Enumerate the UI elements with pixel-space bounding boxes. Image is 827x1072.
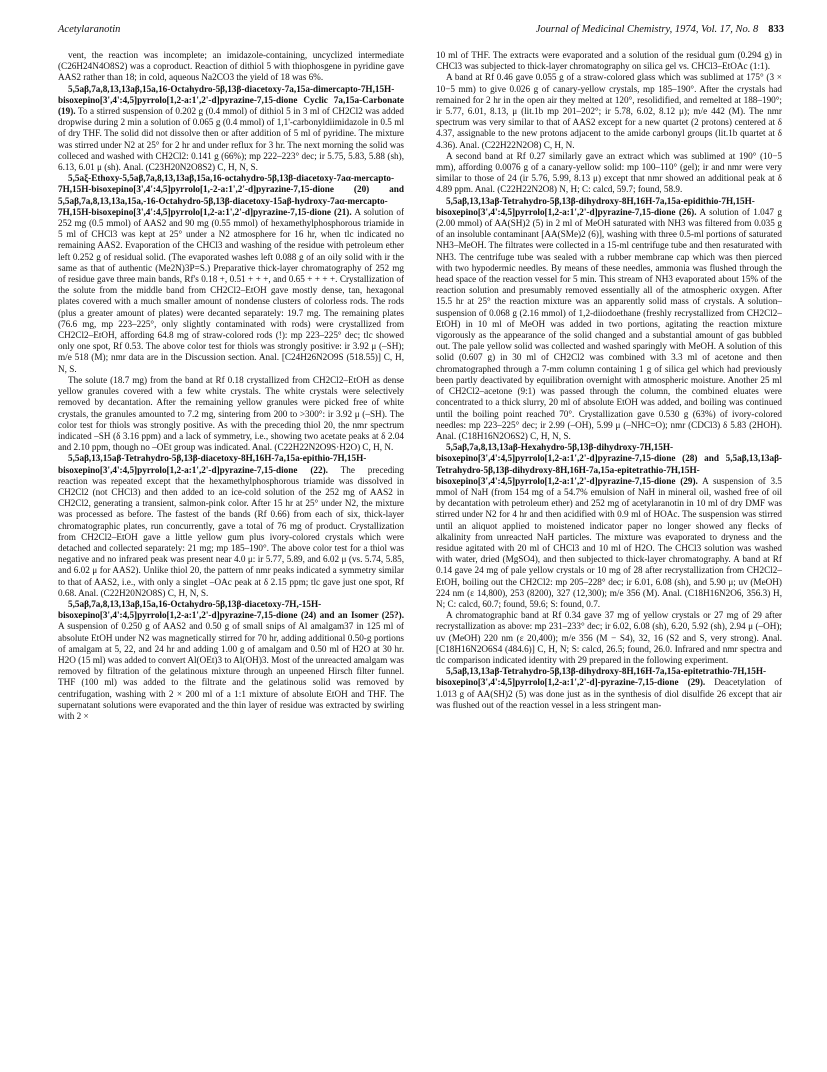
paragraph: [58, 599, 404, 722]
paragraph-text: A suspension of 0.250 g of AAS2 and 0.50 g of small snips of Al amalgam37 in 125 ml of absolute EtOH under N2 was magnetically stirred for 70 hr, adding additional 0.50-g portions of amalgam at 5, 22, and 24 hr and adding 1.00 g of amalgam and 0.50 ml of H2O at 30 hr. H2O (15 ml) was added to convert Al(OEt)3 to Al(OH)3. Most of the unreacted amalgam was removed by filtration of the gelatinous mixture through an unpeened Hirsch filter funnel. THF (100 ml) was added to the filtrate and the gelatinous solid was removed by centrifugation, washing with 2 × 200 ml of a 1:1 mixture of absolute EtOH and THF. The supernatant solutions were evaporated and the thin layer of residue was extracted by swirling with 2 ×: [58, 621, 404, 721]
journal-citation: [536, 24, 784, 35]
paragraph-text: The solute (18.7 mg) from the band at Rf 0.18 crystallized from CH2Cl2–EtOH as dense yellow granules covered with a few white crystals. The white crystals were selectively removed by decantation. After the remaining yellow granules were picked free of white crystals, the granules amounted to 7.2 mg, sintering from 200 to >300°: ir 3.92 μ (–SH). The color test for thiols was strongly positive. As with the preceding thiol 20, the nmr spectrum indicated –SH (δ 3.16 ppm) and a lack of symmetry, i.e., showing two acetate peaks at δ 2.04 and 2.10 ppm, though no –OEt group was indicated. Anal. (C22H22N2O9S·H2O) C, H, N.: [58, 374, 404, 453]
compound-heading: 5,5aξ-Ethoxy-5,5aβ,7a,8,13,13aβ,15a,16-octahydro-5β,13β-diacetoxy-7aα-mercapto-7H,15H-bisoxepino[3',4':4,5]pyrrolo[1,-2-a:1',2'-d]pyrazine-7,15-dione (20) and 5,5aβ,7a,8,13,13a,15a,-16-Octahydro-5β,13β-diacetoxy-15aβ-hydroxy-7aα-mercapto-7H,15H-bisoxepino[3',4':4,5]pyrrolo[1,2-a:1',2'-d]pyrazine-7,15-dione (21).: [58, 173, 404, 217]
paragraph-text: A second band at Rf 0.27 similarly gave an extract which was sublimed at 190° (10−5 mm), affording 0.0076 g of a canary-yellow solid: mp 100–110° (gel); ir and nmr were very similar to those of 24 (ir 5.76, 5.99, 8.13 μ) except that nmr showed an additional peak at δ 4.89 ppm. Anal. (C22H22N2O8) N, H; C: calcd, 59.7; found, 58.9.: [436, 150, 782, 195]
compound-heading: 5,5aβ,7a,8,13,13aβ,15a,16-Octahydro-5β,13β-diacetoxy-7H,-15H-bisoxepino[3',4':4,5]pyrrolo[1,2-a:1',2'-d]pyrazine-7,15-dione (24) and an Isomer (25?).: [58, 598, 404, 621]
paragraph: [436, 72, 782, 150]
paragraph: [436, 610, 782, 666]
paragraph-text: A suspension of 3.5 mmol of NaH (from 154 mg of a 54.7% emulsion of NaH in mineral oil, washed free of oil by decantation with petroleum ether) and 252 mg of acetylaranotin in 10 ml of dry DMF was stirred under N2 for 4 hr and then acidified with 0.9 ml of HOAc. The suspension was stirred until an aliquot applied to moistened indicator paper no longer showed any flecks of alkalinity from unreacted NaH particles. The mixture was evaporated to dryness and the residue agitated with 20 ml of CHCl3 and 10 ml of H2O. The CHCl3 solution was washed with water, dried (MgSO4), and then subjected to thick-layer chromatography. A band at Rf 0.14 gave 24 mg of pale yellow crystals or 10 mg of 28 after recrystallization from CH2Cl2–EtOH, boiling out the CH2Cl2: mp 205–228° dec; ir 6.01, 6.08 (sh), and 5.90 μ; uv (MeOH) 224 nm (ε 14,800), 253 (8200), 327 (12,300); m/e 356 (M). Anal. (C18H16N2O6, 356.3) H, N; C: calcd, 60.7; found, 59.6; S: found, 0.7.: [436, 475, 782, 609]
paragraph-text: 10 ml of THF. The extracts were evaporated and a solution of the residual gum (0.294 g) in CHCl3 was subjected to thick-layer chromatography on silica gel vs. CHCl3–EtOAc (1:1).: [436, 50, 782, 72]
compound-heading: 5,5aβ,13,13aβ-Tetrahydro-5β,13β-dihydroxy-8H,16H-7a,15a-epitetrathio-7H,15H-bisoxepino[3',4':4,5]pyrrolo[1,2-a:1',2'-d]-pyrazine-7,15-dione (29).: [436, 666, 767, 688]
compound-heading: 5,5aβ,13,15aβ-Tetrahydro-5β,13β-diacetoxy-8H,16H-7a,15a-epithio-7H,15H-bisoxepino[3',4':4,5]pyrrolo[1,2-a:1',2'-d]pyrazine-7,15-dione (22).: [58, 453, 367, 475]
page-number: 833: [768, 24, 784, 35]
compound-heading: 5,5aβ,7a,8,13,13aβ-Hexahydro-5β,13β-dihydroxy-7H,15H-bisoxepino[3',4':4,5]pyrrolo[1,2-a:1',2'-d]pyrazine-7,15-dione (28) and 5,5aβ,13,13aβ-Tetrahydro-5β,13β-dihydroxy-8H,16H-7a,15a-epitetrathio-7H,15H-bisoxepino[3',4':4,5]pyrrolo[1,2-a:1',2'-d]pyrazine-7,15-dione (29).: [436, 442, 782, 486]
paragraph-text: A solution of 1.047 g (2.00 mmol) of AA(SH)2 (5) in 2 ml of MeOH saturated with NH3 was filtered from 0.035 g of an insoluble contaminant [AA(SMe)2 (6)], washing with three 0.5-ml portions of saturated NH3–MeOH. The filtrates were collected in a 15-ml centrifuge tube and then resaturated with NH3. The centrifuge tube was sealed with a rubber membrane cap which was then pierced with two hypodermic needles. By means of these needles, ammonia was flushed through the head space of the reaction vessel for 5 min. This stream of NH3 evaporated about 15% of the reaction solution and presumably removed essentially all of the atmospheric oxygen. After 15.5 hr at 25° the reaction mixture was an apparently solid mass of crystals. A solution–suspension of 0.068 g (2.16 mmol) of 1,2-diiodoethane (freshly recrystallized from CH2Cl2–EtOH) in 10 ml of MeOH was added in two portions, agitating the reaction mixture vigorously as the appearance of the solid changed and a substantial amount of gas bubbled out. The pale yellow solid was collected and washed sparingly with MeOH. A solution of this solid (0.607 g) in 30 ml of CH2Cl2 was combined with 3.3 ml of acetone and then chromatographed through a 7-mm column containing 1 g of silica gel which had previously been partly deactivated by equilibration overnight with atmospheric moisture. Another 25 ml of CH2Cl2–acetone (9:1) was passed through the column, the combined eluates were concentrated to a thick slurry, 20 ml of absolute EtOH was added, and boiling was continued until the boiling point reached 70°. Crystallization gave 0.530 g (63%) of ivory-colored needles: mp 223–225° dec; ir 2.99 (–OH), 5.99 μ (–NHC=O); nmr (CDCl3) δ 5.83 (2HOH). Anal. (C18H16N2O6S2) C, H, N, S.: [436, 206, 782, 441]
paragraph: [58, 453, 404, 599]
paragraph: [58, 84, 404, 174]
right-column: [436, 50, 782, 1060]
paragraph: [436, 151, 782, 196]
paragraph: [436, 666, 782, 711]
running-title: Acetylaranotin: [58, 24, 121, 35]
running-header: [58, 24, 784, 40]
compound-heading: 5,5aβ,7a,8,13,13aβ,15a,16-Octahydro-5β,13β-diacetoxy-7a,15a-dimercapto-7H,15H-bisoxepino[3',4':4,5]pyrrolo[1,2-a:1',2'-d]pyrazine-7,15-dione Cyclic 7a,15a-Carbonate (19).: [58, 83, 404, 117]
paragraph: [58, 375, 404, 453]
compound-heading: 5,5aβ,13,13aβ-Tetrahydro-5β,13β-dihydroxy-8H,16H-7a,15a-epidithio-7H,15H-bisoxepino[3',4':4,5]pyrrolo[1,2-a:1',2'-d]pyrazine-7,15-dione (26).: [436, 195, 755, 217]
paragraph-text: The preceding reaction was repeated except that the hexamethylphosphorous triamide was dissolved in CH2Cl2 (not CHCl3) and then added to an ice-cold solution of the 252 mg of AAS2 in CH2Cl2, generating a transient, salmon-pink color. After 15 hr at 25° under N2, the mixture was processed as before. The fastest of the bands (Rf 0.66) from each of six, thick-layer chromatographic plates, run concurrently, gave a total of 76 mg of product. Crystallization from CH2Cl2–EtOH gave a little yellow gum plus ivory-colored crystals which were detached and collected separately: 21 mg; mp 185–190°. The above color test for a thiol was negative and no infrared peak was present near 4.0 μ: ir 5.77, 5.89, and 6.02 μ (vs. 5.74, 5.85, and 6.02 μ for AAS2). Unlike thiol 20, the pattern of nmr peaks indicated a symmetry similar to that of AAS2, i.e., with only a singlet –OAc peak at δ 2.15 ppm; tlc gave just one spot, Rf 0.68. Anal. (C22H20N2O8S) C, H, N, S.: [58, 464, 404, 598]
paragraph: [436, 442, 782, 610]
paragraph: [436, 196, 782, 442]
journal-name: Journal of Medicinal Chemistry, 1974, Vol. 17, No. 8: [535, 24, 759, 35]
left-column: [58, 50, 404, 1060]
paragraph-text: To a stirred suspension of 0.202 g (0.4 mmol) of dithiol 5 in 3 ml of CH2Cl2 was added dropwise during 2 min a solution of 0.065 g (0.4 mmol) of 1,1'-carbonyldiimidazole in 0.5 ml of dry THF. The solid did not dissolve then or after addition of 5 ml of pyridine. The mixture was stirred under N2 at 25° for 2 hr and under reflux for 3 hr. The next morning the solid was colleced and washed with CH2Cl2: 0.141 g (66%); mp 222–223° dec; ir 5.75, 5.83, 5.88 (sh), 6.13, 6.01 μ (sh). Anal. (C23H20N2O8S2) C, H, N, S.: [58, 106, 404, 173]
paragraph-text: A band at Rf 0.46 gave 0.055 g of a straw-colored glass which was sublimed at 175° (3 × 10−5 mm) to give 0.026 g of canary-yellow crystals, mp 185–190°. After the crystals had remained for 2 hr in the open air they melted at 120°, resolidified, and remelted at 188–190°; ir 5.77, 6.01, 8.13, μ (lit.1b mp 201–202°; ir 5.78, 6.02, 8.12 μ); m/e 442 (M). The nmr spectrum was very similar to that of AAS2 except for a new quartet (2 protons) centered at δ 4.37, assignable to the new protons adjacent to the amide carbonyl groups (lit.1b quartet at δ 4.36). Anal. (C22H22N2O8) C, H, N.: [436, 72, 782, 150]
paragraph-text: Deacetylation of 1.013 g of AA(SH)2 (5) was done just as in the synthesis of diol disulfide 26 except that air was flushed out of the reaction vessel in a less stringent man-: [436, 677, 782, 710]
paragraph-text: A solution of 252 mg (0.5 mmol) of AAS2 and 90 mg (0.55 mmol) of hexamethylphosphorous triamide in 5 ml of CHCl3 was kept at 25° under a N2 atmosphere for 16 hr, when tlc indicated no remaining AAS2. Evaporation of the CHCl3 and washing of the residue with petroleum ether left 0.252 g of residual solid. (The evaporated washes left 0.088 g of an oily solid with ir the same as that of authentic (Me2N)3P=S.) Preparative thick-layer chromatography of 252 mg of residue gave three main bands, Rf's 0.18 +, 0.51 + + +, and 0.65 + + + +. Crystallization of the solute from the middle band from CH2Cl2–EtOH gave mostly dense, tan, hexagonal plates covered with a much smaller amount of nondense clusters of colorless rods. The rods (plus a greater amount of plates) were decanted separately: 19.7 mg. The remaining plates (76.6 mg, mp 223–225°, only slightly contaminated with rods) were crystallized from CH2Cl2–EtOH, affording 64.8 mg of straw-colored rods (!): mp 223–225° dec; tlc showed only one spot, Rf 0.53. The above color test for thiols was strongly positive: ir 3.92 μ (–SH); m/e 518 (M); nmr data are in the Discussion section. Anal. [C24H26N2O9S (518.55)] C, H, N, S.: [58, 206, 404, 374]
paragraph-text: vent, the reaction was incomplete; an imidazole-containing, uncyclized intermediate (C26H24N4O8S2) was a coproduct. Reaction of dithiol 5 with thiophosgene in pyridine gave AAS2 rather than 18; in cold, aqueous Na2CO3 the yield of 18 was 6%.: [58, 50, 404, 83]
paragraph: [58, 173, 404, 375]
paragraph: [58, 50, 404, 84]
paragraph-text: A chromatographic band at Rf 0.34 gave 37 mg of yellow crystals or 27 mg of 29 after recrystallization as above: mp 231–233° dec; ir 6.02, 6.08 (sh), 6.20, 5.92 (sh), 2.94 μ (–OH); uv (MeOH) 220 nm (ε 20,400); m/e 356 (M − S4), 32, 16 (S2 and S, very strong). Anal. [C18H16N2O6S4 (484.6)] C, H, N; S: calcd, 26.5; found, 26.0. Infrared and nmr spectra and tlc comparison indicated identity with 29 prepared in the following experiment.: [436, 610, 782, 665]
paragraph: [436, 50, 782, 72]
